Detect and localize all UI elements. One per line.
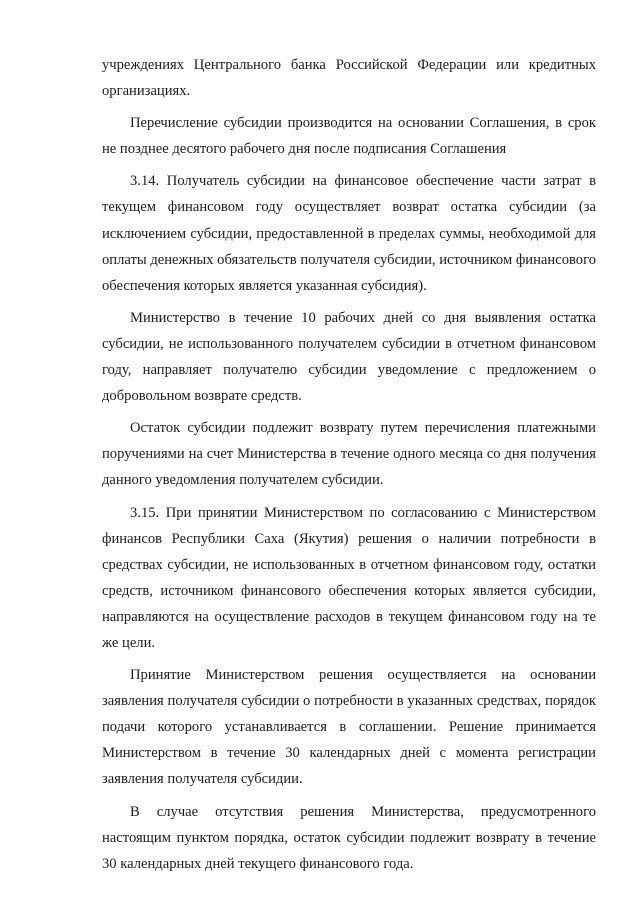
paragraph-3-15: 3.15. При принятии Министерством по согласованию с Министерством финансов Республики Саха (Якутия) решения о наличии потребности в средствах субсидии, не использованных в отчетном финансовом году, остатки средств, источником финансового обеспечения которых является субсидии, направляются на осуществление расходов в текущем финансовом году на те же цели. — [102, 504, 596, 651]
paragraph-balance-return: Остаток субсидии подлежит возврату путем перечисления платежными поручениями на счет Министерства в течение одного месяца со дня получения данного уведомления получателем субсидии. — [102, 420, 596, 489]
paragraph-continuation: учреждениях Центрального банка Российской Федерации или кредитных организациях. — [102, 57, 596, 100]
paragraph-no-decision: В случае отсутствия решения Министерства, предусмотренного настоящим пунктом порядка, остаток субсидии подлежит возврату в течение 30 календарных дней текущего финансового года. — [102, 803, 596, 872]
paragraph-decision: Принятие Министерством решения осуществляется на основании заявления получателя субсидии о потребности в указанных средствах, порядок подачи которого устанавливается в соглашении. Решение принимается Министерством в течение 30 календарных дней с момента регистрации заявления получателя субсидии. — [102, 667, 596, 788]
paragraph-ministry-notice: Министерство в течение 10 рабочих дней со дня выявления остатка субсидии, не использованного получателем субсидии в отчетном финансовом году, направляет получателю субсидии уведомление с предложением о добровольном возврате средств. — [102, 309, 596, 405]
paragraph-subsidy-transfer: Перечисление субсидии производится на основании Соглашения, в срок не позднее десятого рабочего дня после подписания Соглашения — [102, 115, 596, 158]
document-body — [102, 52, 596, 877]
paragraph-3-14: 3.14. Получатель субсидии на финансовое обеспечение части затрат в текущем финансовом году осуществляет возврат остатка субсидии (за исключением субсидии, предоставленной в пределах суммы, необходимой для оплаты денежных обязательств получателя субсидии, источником финансового обеспечения которых является указанная субсидия). — [102, 173, 596, 294]
